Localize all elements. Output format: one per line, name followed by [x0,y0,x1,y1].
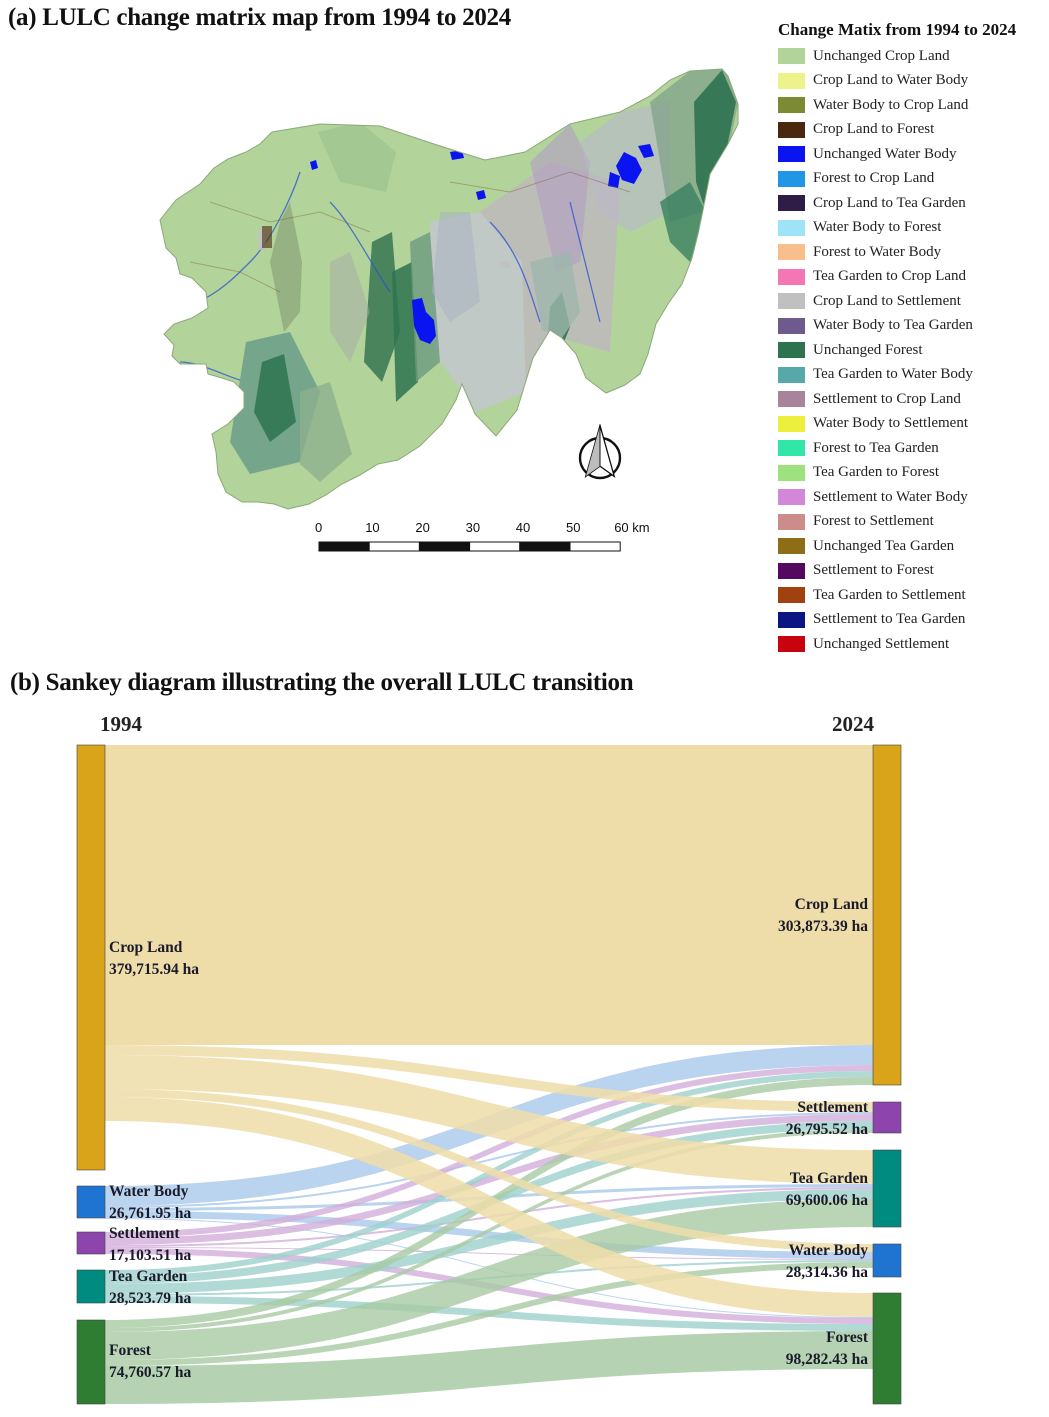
right-node-name: Forest [826,1329,868,1346]
scale-tick-label: 20 [415,520,430,535]
legend-label: Water Body to Settlement [813,415,969,432]
map-legend [778,20,1043,657]
legend-swatch [778,514,805,530]
legend-swatch [778,416,805,432]
legend-item [778,338,1043,363]
left-node-4 [77,1320,105,1404]
legend-item [778,485,1043,510]
left-node-name: Water Body [109,1183,189,1200]
sankey-diagram [0,700,1049,1417]
right-node-value: 28,314.36 ha [785,1264,868,1281]
legend-label: Crop Land to Water Body [813,72,969,89]
lulc-change-map [150,62,750,522]
legend-item [778,559,1043,584]
left-node-1 [77,1186,105,1218]
legend-item [778,632,1043,657]
legend-label: Settlement to Water Body [813,488,968,505]
left-node-value: 379,715.94 ha [109,961,199,978]
map-panel-title: (a) LULC change matrix map from 1994 to 2024 [8,4,511,31]
legend-items [778,44,1043,657]
right-node-name: Water Body [788,1242,868,1259]
scale-segment [319,542,369,551]
scale-tick-label: 0 [315,520,323,535]
legend-label: Tea Garden to Water Body [813,366,973,383]
right-node-4 [873,1293,901,1404]
legend-item [778,191,1043,216]
year-1994-label: 1994 [100,712,142,736]
legend-item [778,240,1043,265]
left-node-3 [77,1270,105,1303]
right-node-value: 303,873.39 ha [778,918,868,935]
scale-segment [520,542,570,551]
legend-label: Settlement to Tea Garden [813,611,966,628]
year-2024-label: 2024 [832,712,874,736]
legend-swatch [778,612,805,628]
legend-swatch [778,244,805,260]
legend-label: Tea Garden to Crop Land [813,268,967,285]
legend-swatch [778,538,805,554]
left-node-name: Forest [109,1342,151,1359]
right-node-2 [873,1150,901,1227]
legend-item [778,436,1043,461]
scale-segment [570,542,620,551]
legend-label: Water Body to Forest [813,219,942,236]
left-node-value: 28,523.79 ha [109,1290,192,1307]
left-node-2 [77,1232,105,1254]
legend-item [778,167,1043,192]
legend-swatch [778,293,805,309]
legend-label: Crop Land to Settlement [813,292,961,309]
legend-label: Settlement to Forest [813,562,934,579]
legend-item [778,534,1043,559]
scale-bar [300,515,660,559]
legend-label: Forest to Settlement [813,513,934,530]
legend-label: Unchanged Crop Land [813,47,950,64]
left-node-name: Settlement [109,1225,180,1242]
legend-title: Change Matix from 1994 to 2024 [778,20,1017,39]
legend-item [778,118,1043,143]
left-node-name: Tea Garden [109,1268,188,1285]
legend-swatch [778,220,805,236]
legend-item [778,289,1043,314]
legend-item [778,69,1043,94]
legend-swatch [778,563,805,579]
right-node-value: 26,795.52 ha [785,1121,868,1138]
legend-label: Water Body to Tea Garden [813,317,973,334]
legend-item [778,510,1043,535]
right-node-0 [873,745,901,1085]
right-node-value: 69,600.06 ha [785,1192,868,1209]
legend-label: Crop Land to Tea Garden [813,194,966,211]
legend-swatch [778,318,805,334]
scale-tick-label: 40 [515,520,531,535]
left-node-name: Crop Land [109,939,183,956]
right-node-1 [873,1102,901,1133]
legend-item [778,583,1043,608]
scale-tick-label: 10 [365,520,380,535]
legend-label: Water Body to Crop Land [813,96,969,113]
legend-swatch [778,367,805,383]
scale-segment [369,542,419,551]
left-node-0 [77,745,105,1170]
legend-swatch [778,122,805,138]
legend-label: Forest to Tea Garden [813,439,939,456]
legend-label: Forest to Crop Land [813,170,935,187]
legend-label: Unchanged Forest [813,341,923,358]
legend-label: Unchanged Tea Garden [813,537,955,554]
legend-swatch [778,171,805,187]
left-node-value: 74,760.57 ha [109,1364,192,1381]
legend-item [778,44,1043,69]
legend-label: Tea Garden to Settlement [813,586,966,603]
legend-label: Forest to Water Body [813,243,942,260]
left-node-value: 26,761.95 ha [109,1205,192,1222]
sankey-panel-title: (b) Sankey diagram illustrating the overall LULC transition [10,669,634,696]
right-node-3 [873,1244,901,1277]
scale-tick-label: 30 [465,520,481,535]
right-node-name: Settlement [797,1099,868,1116]
legend-item [778,216,1043,241]
legend-label: Crop Land to Forest [813,121,935,138]
left-node-value: 17,103.51 ha [109,1247,192,1264]
north-arrow-icon [574,424,626,486]
legend-label: Settlement to Crop Land [813,390,961,407]
legend-item [778,608,1043,633]
legend-swatch [778,391,805,407]
scale-tick-label: 60 km [614,520,650,535]
right-node-value: 98,282.43 ha [785,1351,868,1368]
legend-swatch [778,489,805,505]
legend-swatch [778,48,805,64]
legend-swatch [778,587,805,603]
legend-swatch [778,97,805,113]
legend-swatch [778,440,805,456]
legend-swatch [778,269,805,285]
legend-swatch [778,195,805,211]
legend-item [778,93,1043,118]
legend-item [778,387,1043,412]
legend-item [778,314,1043,339]
legend-swatch [778,146,805,162]
legend-swatch [778,465,805,481]
legend-swatch [778,73,805,89]
legend-label: Unchanged Settlement [813,635,950,652]
legend-item [778,265,1043,290]
legend-item [778,412,1043,437]
right-node-name: Crop Land [794,896,868,913]
scale-segment [470,542,520,551]
scale-segment [419,542,469,551]
legend-label: Tea Garden to Forest [813,464,939,481]
legend-label: Unchanged Water Body [813,145,957,162]
right-node-name: Tea Garden [789,1170,868,1187]
legend-item [778,363,1043,388]
sankey-link [105,745,873,1045]
legend-swatch [778,342,805,358]
scale-tick-label: 50 [566,520,581,535]
legend-swatch [778,636,805,652]
legend-item [778,461,1043,486]
legend-item [778,142,1043,167]
sankey-links [105,745,873,1404]
